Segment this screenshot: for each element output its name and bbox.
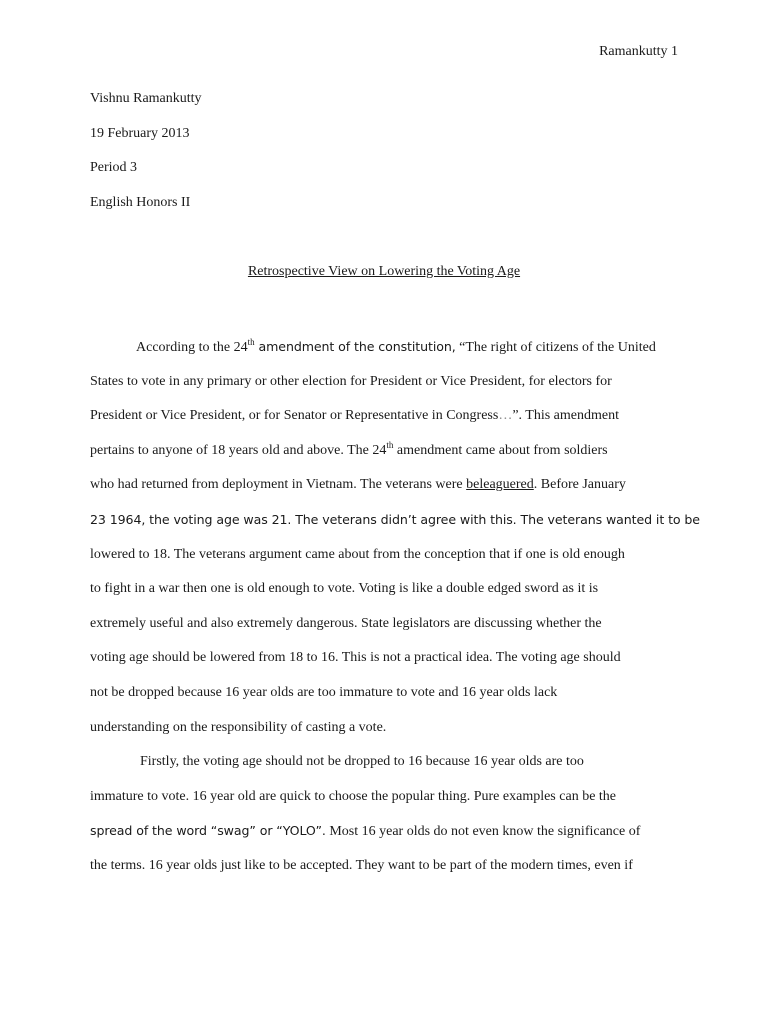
paragraph-line: 23 1964, the voting age was 21. The veterans didn’t agree with this. The veterans wanted it to be bbox=[90, 511, 700, 527]
paragraph-line bbox=[90, 330, 678, 365]
paragraph-line bbox=[90, 399, 678, 434]
text-run: . Before January bbox=[533, 477, 626, 493]
paragraph-line: immature to vote. 16 year old are quick to choose the popular thing. Pure examples can be the bbox=[90, 788, 617, 804]
superscript: th bbox=[386, 439, 394, 450]
paragraph-line: voting age should be lowered from 18 to 16. This is not a practical idea. The voting age should bbox=[90, 650, 621, 666]
text-run: amendment of the constitution, bbox=[254, 339, 456, 354]
paragraph-line: Firstly, the voting age should not be dropped to 16 because 16 year olds are too bbox=[140, 754, 584, 770]
paragraph-line bbox=[90, 434, 678, 469]
essay-body bbox=[90, 330, 700, 884]
paragraph-line: lowered to 18. The veterans argument came about from the conception that if one is old enough bbox=[90, 546, 625, 562]
author-name: Vishnu Ramankutty bbox=[90, 91, 202, 106]
course: English Honors II bbox=[90, 195, 191, 210]
text-run: President or Vice President, or for Senator or Representative in Congress bbox=[90, 408, 499, 424]
text-run: pertains to anyone of 18 years old and above. The 24 bbox=[90, 442, 387, 458]
paragraph-line bbox=[90, 814, 678, 849]
paragraph-line: to fight in a war then one is old enough to vote. Voting is like a double edged sword as it is bbox=[90, 581, 599, 597]
paragraph-line bbox=[90, 468, 678, 503]
paragraph-line: understanding on the responsibility of casting a vote. bbox=[90, 719, 387, 735]
ellipsis: … bbox=[498, 408, 513, 424]
paragraph-line: extremely useful and also extremely dangerous. State legislators are discussing whether the bbox=[90, 615, 602, 631]
period: Period 3 bbox=[90, 160, 138, 175]
text-run: “The right of citizens of the United bbox=[455, 340, 656, 355]
text-run: spread of the word “swag” or “YOLO”. bbox=[90, 823, 326, 839]
paragraph-line: not be dropped because 16 year olds are too immature to vote and 16 year olds lack bbox=[90, 684, 558, 700]
running-head: Ramankutty 1 bbox=[599, 44, 678, 59]
underlined-word: beleaguered bbox=[466, 477, 534, 493]
paragraph-line: the terms. 16 year olds just like to be accepted. They want to be part of the modern times, even if bbox=[90, 857, 633, 873]
text-run: According to the 24 bbox=[136, 340, 248, 355]
text-run: ”. This amendment bbox=[512, 408, 619, 424]
text-run: Most 16 year olds do not even know the significance of bbox=[325, 824, 641, 840]
paragraph-line: States to vote in any primary or other election for President or Vice President, for electors for bbox=[90, 373, 612, 389]
date: 19 February 2013 bbox=[90, 126, 190, 141]
text-run: who had returned from deployment in Vietnam. The veterans were bbox=[90, 477, 467, 493]
essay-title: Retrospective View on Lowering the Voting Age bbox=[247, 264, 521, 279]
superscript: th bbox=[247, 337, 255, 347]
text-run: amendment came about from soldiers bbox=[393, 442, 608, 458]
